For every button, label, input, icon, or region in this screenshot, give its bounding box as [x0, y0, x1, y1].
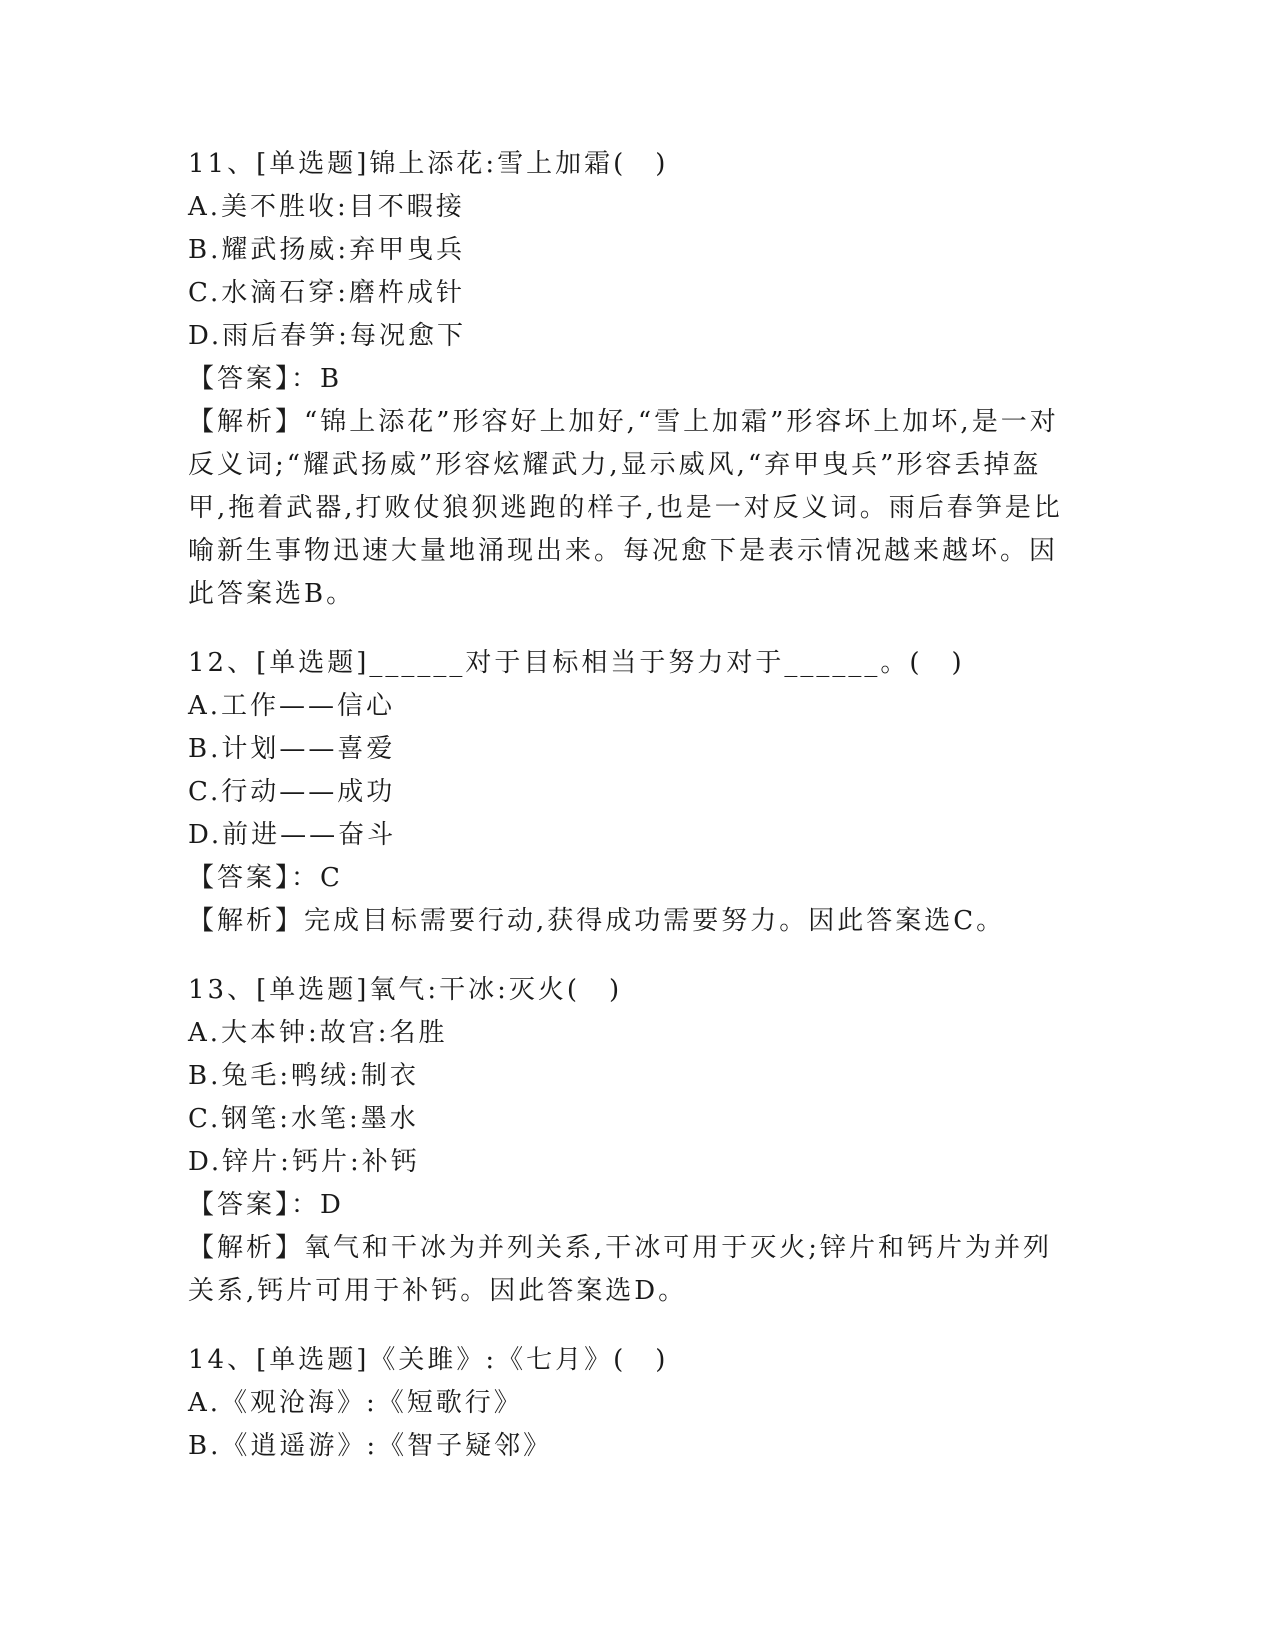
question-stem: 12、[单选题]______对于目标相当于努力对于______。( ) — [188, 648, 965, 678]
option-d: D.前进——奋斗 — [188, 820, 397, 850]
answer: 【答案】：B — [188, 364, 343, 394]
analysis: 【解析】完成目标需要行动,获得成功需要努力。因此答案选C。 — [188, 906, 1006, 936]
analysis: 【解析】氧气和干冰为并列关系,干冰可用于灭火;锌片和钙片为并列关系,钙片可用于补钙。因此答案选D。 — [188, 1233, 1053, 1306]
option-a: A.美不胜收:目不暇接 — [188, 192, 465, 222]
answer: 【答案】：D — [188, 1190, 344, 1220]
question-stem: 14、[单选题]《关雎》:《七月》( ) — [188, 1345, 669, 1375]
question-13 — [188, 969, 1078, 1313]
question-stem: 11、[单选题]锦上添花:雪上加霜( ) — [188, 149, 669, 179]
option-a: A.大本钟:故宫:名胜 — [188, 1018, 448, 1048]
option-c: C.行动——成功 — [188, 777, 396, 807]
answer: 【答案】：C — [188, 863, 343, 893]
option-b: B.《逍遥游》:《智子疑邻》 — [188, 1431, 553, 1461]
option-a: A.工作——信心 — [188, 691, 396, 721]
question-11 — [188, 143, 1078, 616]
option-d: D.锌片:钙片:补钙 — [188, 1147, 420, 1177]
option-b: B.计划——喜爱 — [188, 734, 396, 764]
option-a: A.《观沧海》:《短歌行》 — [188, 1388, 523, 1418]
question-14 — [188, 1339, 1078, 1468]
option-b: B.耀武扬威:弃甲曳兵 — [188, 235, 466, 265]
question-stem: 13、[单选题]氧气:干冰:灭火( ) — [188, 975, 623, 1005]
option-b: B.兔毛:鸭绒:制衣 — [188, 1061, 419, 1091]
question-12 — [188, 642, 1078, 943]
option-c: C.钢笔:水笔:墨水 — [188, 1104, 419, 1134]
analysis: 【解析】“锦上添花”形容好上加好,“雪上加霜”形容坏上加坏,是一对反义词;“耀武扬威”形容炫耀武力,显示威风,“弃甲曳兵”形容丢掉盔甲,拖着武器,打败仗狼狈逃跑的样子,也是一对反义词。雨后春笋是比喻新生事物迅速大量地涌现出来。每况愈下是表示情况越来越坏。因此答案选B。 — [188, 407, 1063, 609]
option-d: D.雨后春笋:每况愈下 — [188, 321, 466, 351]
option-c: C.水滴石穿:磨杵成针 — [188, 278, 465, 308]
document-page — [188, 143, 1078, 1494]
